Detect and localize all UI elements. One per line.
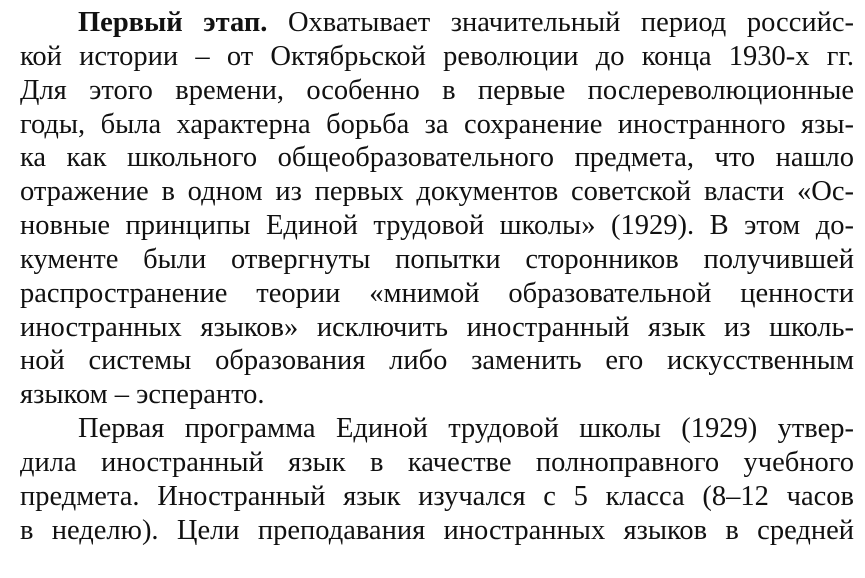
paragraph-first-program [20, 412, 854, 547]
paragraph-line: предмета. Иностранный язык изучался с 5 класса (8–12 часов [20, 480, 854, 512]
paragraph-line: Для этого времени, особенно в первые послереволюционные [20, 74, 854, 106]
paragraph-line: дила иностранный язык в качестве полноправного учебного [20, 446, 854, 478]
paragraph-line: ной системы образования либо заменить его искусственным [20, 345, 854, 377]
paragraph-lead: Первый этап. [78, 7, 268, 38]
paragraph-line: в неделю). Цели преподавания иностранных языков в средней [20, 514, 854, 546]
document-page [20, 6, 854, 548]
paragraph-line: ка как школьного общеобразовательного предмета, что нашло [20, 142, 854, 174]
paragraph-line: кументе были отвергнуты попытки сторонников получившей [20, 243, 854, 275]
paragraph-line: Первая программа Единой трудовой школы (1929) утвер- [78, 413, 854, 445]
paragraph-line [20, 6, 854, 40]
paragraph-line: отражение в одном из первых документов советской власти «Ос- [20, 176, 854, 208]
paragraph-line: новные принципы Единой трудовой школы» (1929). В этом до- [20, 210, 854, 242]
paragraph-line: иностранных языков» исключить иностранный язык из школь- [20, 311, 854, 343]
line-text: Охватывает значительный период российс- [267, 7, 854, 38]
paragraph-line: языком – эсперанто. [20, 379, 265, 411]
paragraph-line: кой истории – от Октябрьской революции до конца 1930-х гг. [20, 40, 854, 72]
paragraph-line: распространение теории «мнимой образовательной ценности [20, 277, 854, 309]
paragraph-line: годы, была характерна борьба за сохранение иностранного язы- [20, 108, 854, 140]
paragraph-first-stage [20, 6, 854, 412]
